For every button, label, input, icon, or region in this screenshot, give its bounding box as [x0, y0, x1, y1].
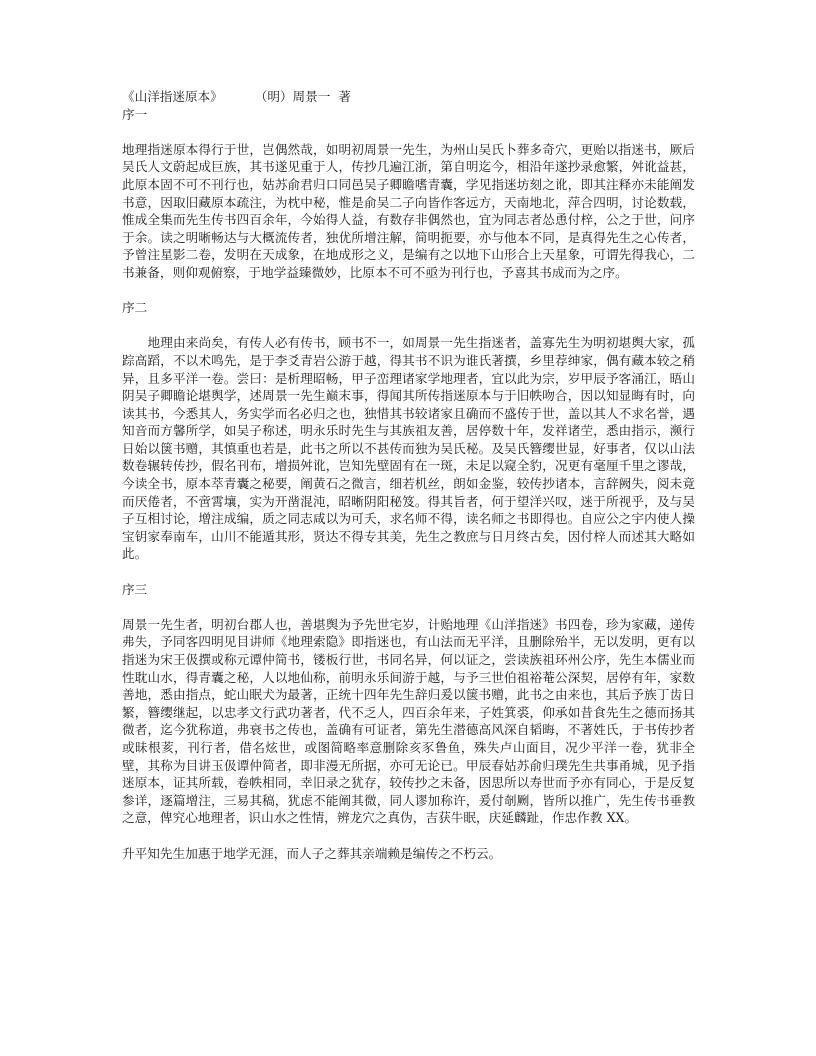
spacer — [122, 598, 695, 616]
section-heading-xu-er: 序二 — [122, 300, 148, 316]
section-body-xu-yi: 地理指迷原本得行于世，岂偶然哉，如明初周景一先生，为州山吴氏卜葬多奇穴，更贻以指迷书，厥后吴氏人文蔚起成巨族，其书遂见重于人，传抄几遍江浙，第自明迄今，相沿年遂抄录愈繁，舛讹益甚，此原本固不可不刊行也，姑苏俞君归口同邑吴子卿瞻嗜青囊，学见指迷坊刻之讹，即其注释亦未能阐发书意，因取旧藏原本疏注，为枕中秘，惟是俞吴二子向皆作客远方，天南地北，萍合四明，讨论数载，惟成全集而先生传书四百余年，今始得人益，有数存非偶然也，宜为同志者怂恿付梓，公之于世，问序于余。读之明晰畅达与大概流传者，独优所增注解，简明扼要，亦与他本不同，是真得先生之心传者，予曾注星影二卷，发明在天成象，在地成形之义，是编有之以地下山形合上天星象，可谓先得我心，二书兼备，则仰观俯察，于地学益臻微妙，比原本不可不亟为刊行也，予喜其书成而为之序。 — [122, 141, 695, 280]
section-heading-xu-yi: 序一 — [122, 106, 148, 122]
document-content — [122, 88, 695, 862]
spacer — [122, 282, 695, 300]
section-body-xu-er: 地理由来尚矣，有传人必有传书，顾书不一，如周景一先生指迷者，盖寡先生为明初堪舆大家，孤踪高蹈，不以术鸣先，是于李爻青岩公游于越，得其书不识为谁氏著撰，乡里荐绅家，偶有藏本较之稍异，且多平洋一卷。尝曰：是析理昭畅，甲子峦理诸家学地理者，宜以此为宗，岁甲辰予客涌江，晤山阴吴子卿瞻论堪舆学，述周景一先生巅末事，得闻其所传指迷原本与于旧帙吻合，因以知显晦有时，向读其书，今悉其人，务实学而名必归之也，独惜其书较诸家且确而不盛传于世，盖以其人不求名誉，遇知音而方馨所学，如吴子称述，明永乐时先生与其族祖友善，居停数十年，发祥诸茔，悉由指示，濒行日始以箧书赠，其慎重也若是，此书之所以不甚传而独为吴氏秘。及吴氏簪缨世显，好事者，仅以山法数卷辗转传抄，假名刊布，增损舛讹，岂知先壁固有在一斑，未足以窥全豹，况更有毫厘千里之谬哉，今读全书，原本萃青囊之秘要，阐黄石之微言，细若机丝，朗如金鉴，较传抄诸本，言辞阙失，阅未竟而厌倦者，不啻霄壤，实为开凿混沌，昭晰阴阳秘笈。得其旨者，何于望洋兴叹，迷于所视乎，及与吴子互相讨论，增注成编，质之同志咸以为可夭，求名师不得，读名师之书即得也。自应公之宇内使人操宝钥家奉南车，山川不能遁其形，贤达不得专其美，先生之教庶与日月终古矣，因付梓人而述其大略如此。 — [122, 335, 695, 562]
section-heading-xu-san: 序三 — [122, 581, 148, 597]
document-title: 《山洋指迷原本》 （明）周景一 著 — [122, 89, 351, 104]
spacer — [122, 123, 695, 141]
spacer — [122, 563, 695, 581]
closing-paragraph: 升平知先生加惠于地学无涯，而人子之葬其亲端赖是编传之不朽云。 — [122, 845, 502, 861]
spacer — [122, 317, 695, 335]
section-body-xu-san: 周景一先生者，明初台郡人也，善堪舆为予先世宅岁，计贻地理《山洋指迷》书四卷，珍为家藏，递传弗失，予同客四明见目讲师《地理索隐》即指迷也，有山法而无平洋，且删除殆半，无以发明，更有以指迷为宋王伋撰或称元谭仲简书，镂板行世，书同名异，何以证之，尝读族祖环州公序，先生本儒业而性耽山水，得青囊之秘，人以地仙称，前明永乐间游于越，与予三世伯祖裕菴公深契，居停有年，家数善地，悉由指点，蛇山眠犬为最著，正统十四年先生辞归爰以箧书赠，此书之由来也，其后予族丁齿日繁，簪缨继起，以忠孝文行武功著者，代不乏人，四百余年来，子姓箕裘，仰承如昔食先生之德而扬其微者，迄今犹称道，弗衰书之传也，盖确有可证者，第先生潜德高风深自韬晦，不著姓氏，于书传抄者或昧根荄，刊行者，借名炫世，或图简略率意删除亥豕鲁鱼，殊失卢山面目，况少平洋一卷，犹非全壁，其称为目讲玉伋谭仲简者，即非漫无所据，亦可无论已。甲辰春姑苏俞归璞先生共事甬城，见予指迷原本，证其所载，卷帙相同，幸旧录之犹存，较传抄之未备，因思所以寿世而予亦有同心，于是反复参详，逐篇增注，三易其稿，犹虑不能阐其微，同人谬加称许，爰付剞劂，皆所以推广，先生传书垂教之意，俾究心地理者，识山水之性情，辨龙穴之真伪，吉获牛眠，庆延麟趾，作忠作教 XX。 — [122, 616, 695, 826]
spacer — [122, 827, 695, 845]
